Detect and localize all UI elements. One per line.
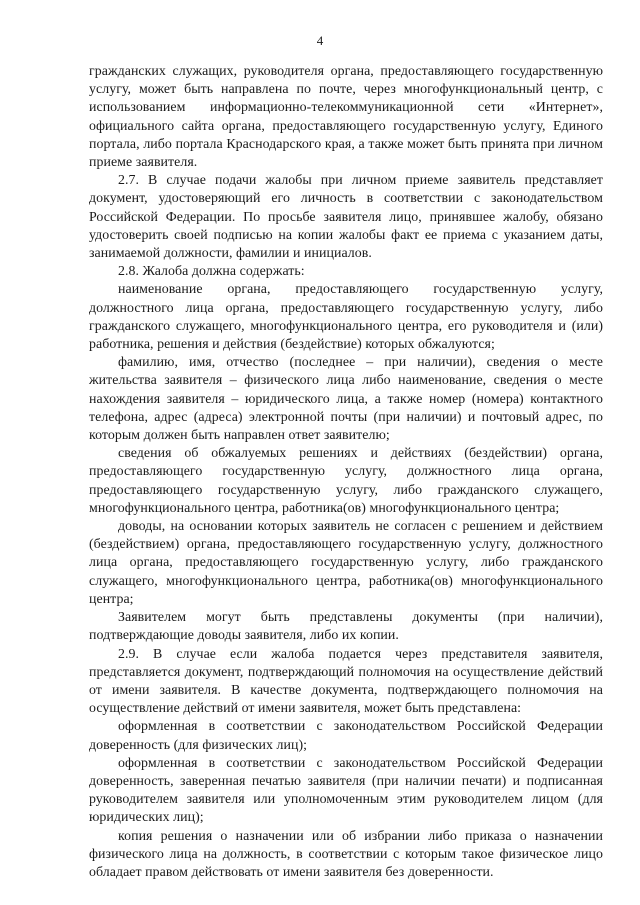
paragraph-2-8-complaint-contents: 2.8. Жалоба должна содержать:	[118, 264, 305, 280]
paragraph-complaint-channels: гражданских служащих, руководителя органа, предоставляющего государственную услугу, может быть направлена по почте, через многофункциональный центр, с использованием информационно-телекоммуникационной сети «Интернет», официального сайта органа, предоставляющего государственную услугу, Единого портала, либо портала Краснодарского края, а также может быть принята при личном приеме заявителя.	[89, 64, 603, 171]
paragraph-2-7-personal-reception: 2.7. В случае подачи жалобы при личном приеме заявитель представляет документ, удостоверяющий его личность в соответствии с законодательством Российской Федерации. По просьбе заявителя лицо, принявшее жалобу, обязано удостоверить своей подписью на копии жалобы факт ее приема с указанием даты, занимаемой должности, фамилии и инициалов.	[89, 173, 603, 262]
list-item-authority-name: наименование органа, предоставляющего государственную услугу, должностного лица органа, предоставляющего государственную услугу, либо гражданского служащего, многофункционального центра, его руководителя и (или) работника, решения и действия (бездействие) которых обжалуются;	[89, 282, 603, 353]
document-body	[89, 63, 603, 882]
list-item-appointment-decision-copy: копия решения о назначении или об избрании либо приказа о назначении физического лица на должность, в соответствии с которым такое физическое лицо обладает правом действовать от имени заявителя без доверенности.	[89, 828, 603, 880]
list-item-power-of-attorney-legal-entities: оформленная в соответствии с законодательством Российской Федерации доверенность, заверенная печатью заявителя (при наличии печати) и подписанная руководителем заявителя или уполномоченным этим руководителем лицом (для юридических лиц);	[89, 755, 603, 826]
list-item-arguments: доводы, на основании которых заявитель не согласен с решением и действием (бездействием) органа, предоставляющего государственную услугу, должностного лица органа, предоставляющего государственную услугу, либо гражданского служащего, многофункционального центра, работника(ов) многофункционального центра;	[89, 519, 603, 607]
page-number: 4	[316, 33, 324, 48]
paragraph-2-9-representative: 2.9. В случае если жалоба подается через представителя заявителя, представляется документ, подтверждающий полномочия на осуществление действий от имени заявителя. В качестве документа, подтверждающего полномочия на осуществление действий от имени заявителя, может быть представлена:	[89, 646, 603, 717]
list-item-appealed-decisions: сведения об обжалуемых решениях и действиях (бездействии) органа, предоставляющего государственную услугу, должностного лица органа, предоставляющего государственную услугу, либо гражданского служащего, многофункционального центра, работника(ов) многофункционального центра;	[89, 446, 603, 516]
list-item-power-of-attorney-individuals: оформленная в соответствии с законодательством Российской Федерации доверенность (для физических лиц);	[89, 719, 603, 753]
paragraph-supporting-documents: Заявителем могут быть представлены документы (при наличии), подтверждающие доводы заявителя, либо их копии.	[89, 610, 603, 644]
list-item-applicant-details: фамилию, имя, отчество (последнее – при наличии), сведения о месте жительства заявителя – физического лица либо наименование, сведения о месте нахождения заявителя – юридического лица, а также номер (номера) контактного телефона, адрес (адреса) электронной почты (при наличии) и почтовый адрес, по которым должен быть направлен ответ заявителю;	[89, 355, 603, 444]
